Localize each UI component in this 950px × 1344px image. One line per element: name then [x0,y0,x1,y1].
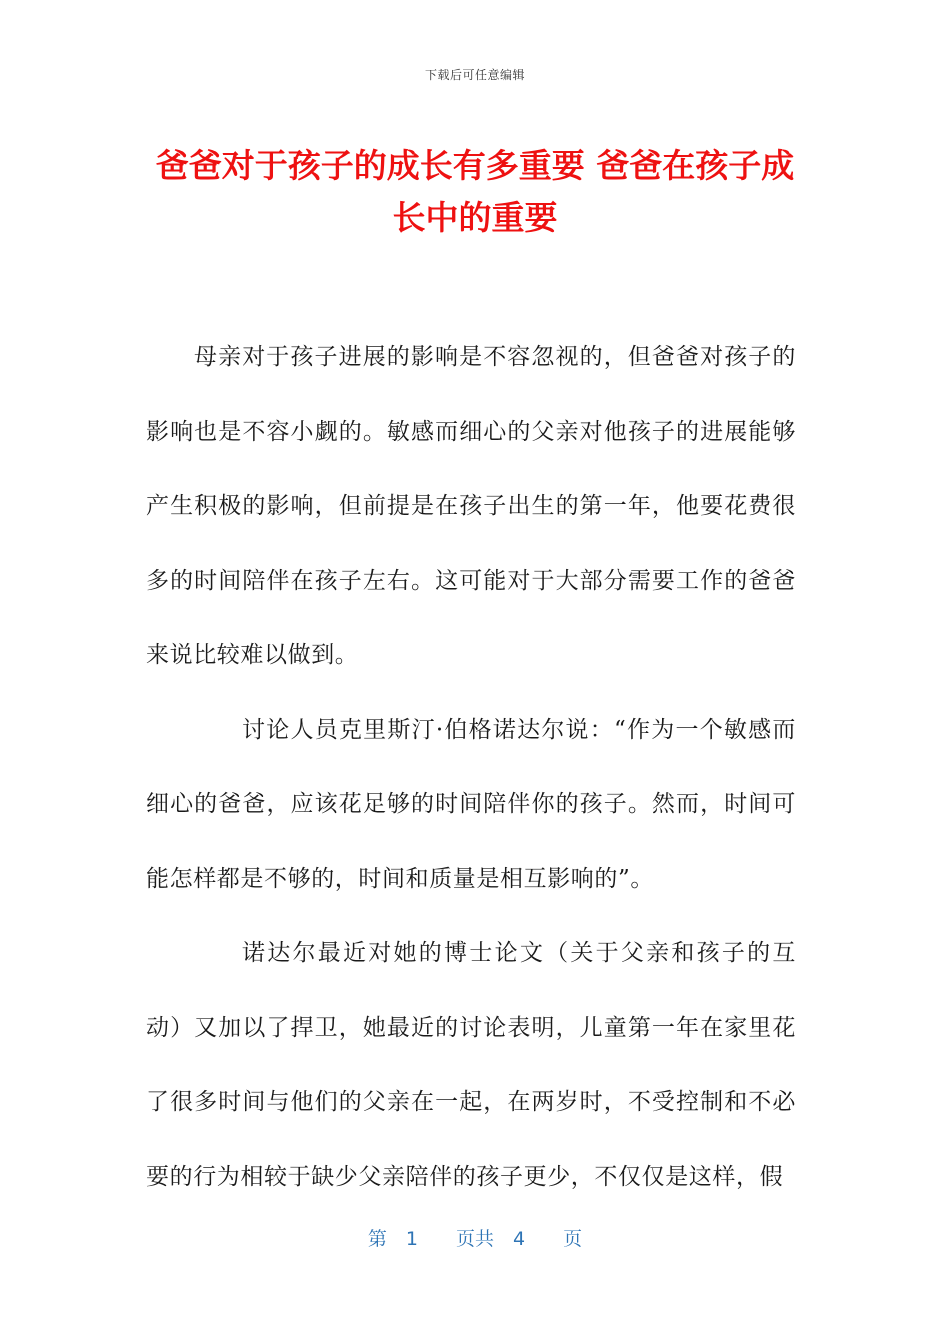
title-line-2: 长中的重要 [392,198,558,237]
paragraph-2: 讨论人员克里斯汀·伯格诺达尔说：“作为一个敏感而细心的爸爸，应该花足够的时间陪伴你的孩子。然而，时间可能怎样都是不够的，时间和质量是相互影响的”。 [146,716,796,892]
page-number-footer: 第 1 页共 4 页 [367,1228,583,1250]
document-body [146,320,796,1214]
paragraph-1: 母亲对于孩子进展的影响是不容忽视的，但爸爸对孩子的影响也是不容小觑的。敏感而细心的父亲对他孩子的进展能够产生积极的影响，但前提是在孩子出生的第一年，他要花费很多的时间陪伴在孩子左右。这可能对于大部分需要工作的爸爸来说比较难以做到。 [146,344,796,668]
document-title [130,140,820,244]
header-note: 下载后可任意编辑 [424,68,525,82]
title-line-1: 爸爸对于孩子的成长有多重要 爸爸在孩子成 [155,146,795,185]
paragraph-3: 诺达尔最近对她的博士论文（关于父亲和孩子的互动）又加以了捍卫，她最近的讨论表明，儿童第一年在家里花了很多时间与他们的父亲在一起，在两岁时，不受控制和不必要的行为相较于缺少父亲陪伴的孩子更少，不仅仅是这样，假 [146,940,796,1190]
